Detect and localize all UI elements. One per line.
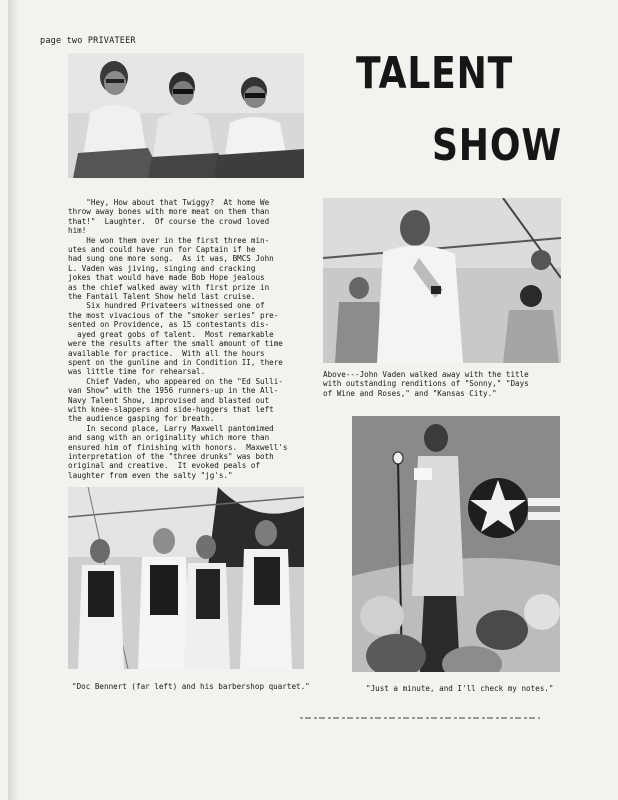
caption-notes: "Just a minute, and I'll check my notes." <box>366 684 554 693</box>
article-body: "Hey, How about that Twiggy? At home We throw away bones with more meat on them than that!" Laughter. Of course the crowd loved him! He won them over in the first three min- utes and could have run for Captain if he had sung one more song. As it was, BMCS John L. Vaden was jiving, singing and cracking jokes that would have made Bob Hope jealous as the chief walked away with first prize in the Fantail Talent Show held last cruise. Six hundred Privateers witnessed one of the most vivacious of the "smoker series" pre- sented on Providence, as 15 contestants dis- ayed great gobs of talent. Most remarkable were the results after the small amount of time available for practice. With all the hours spent on the gunline and in Condition II, there was little time for rehearsal. Chief Vaden, who appeared on the "Ed Sulli- van Show" with the 1956 runners-up in the All- Navy Talent Show, improvised and blasted out with knee-slappers and side-huggers that left the audience gasping for breath. In second place, Larry Maxwell pantomimed and sang with an originality which more than ensured him of finishing with honors. Maxwell's interpretation of the "three drunks" was both original and creative. It evoked peals of laughter from even the salty "jg's." <box>68 198 288 480</box>
photo-john-vaden-image <box>323 198 561 363</box>
photo-barbershop-quartet-image <box>68 487 304 669</box>
photo-check-notes-image <box>352 416 560 672</box>
photo-three-sailors-image <box>68 53 304 178</box>
photo-john-vaden <box>323 198 561 363</box>
title-line-2: SHOW <box>432 120 562 171</box>
photo-check-notes <box>352 416 560 672</box>
page-header: page two PRIVATEER <box>40 36 136 46</box>
page-fold-shadow <box>8 0 18 800</box>
photo-three-sailors <box>68 53 304 178</box>
bleed-through-marks <box>300 714 540 722</box>
caption-quartet: "Doc Bennert (far left) and his barbershop quartet." <box>72 682 310 691</box>
caption-vaden: Above---John Vaden walked away with the title with outstanding renditions of "Sonny," "Days of Wine and Roses," and "Kansas City." <box>323 370 529 398</box>
title-line-1: TALENT <box>356 48 514 99</box>
photo-barbershop-quartet <box>68 487 304 669</box>
